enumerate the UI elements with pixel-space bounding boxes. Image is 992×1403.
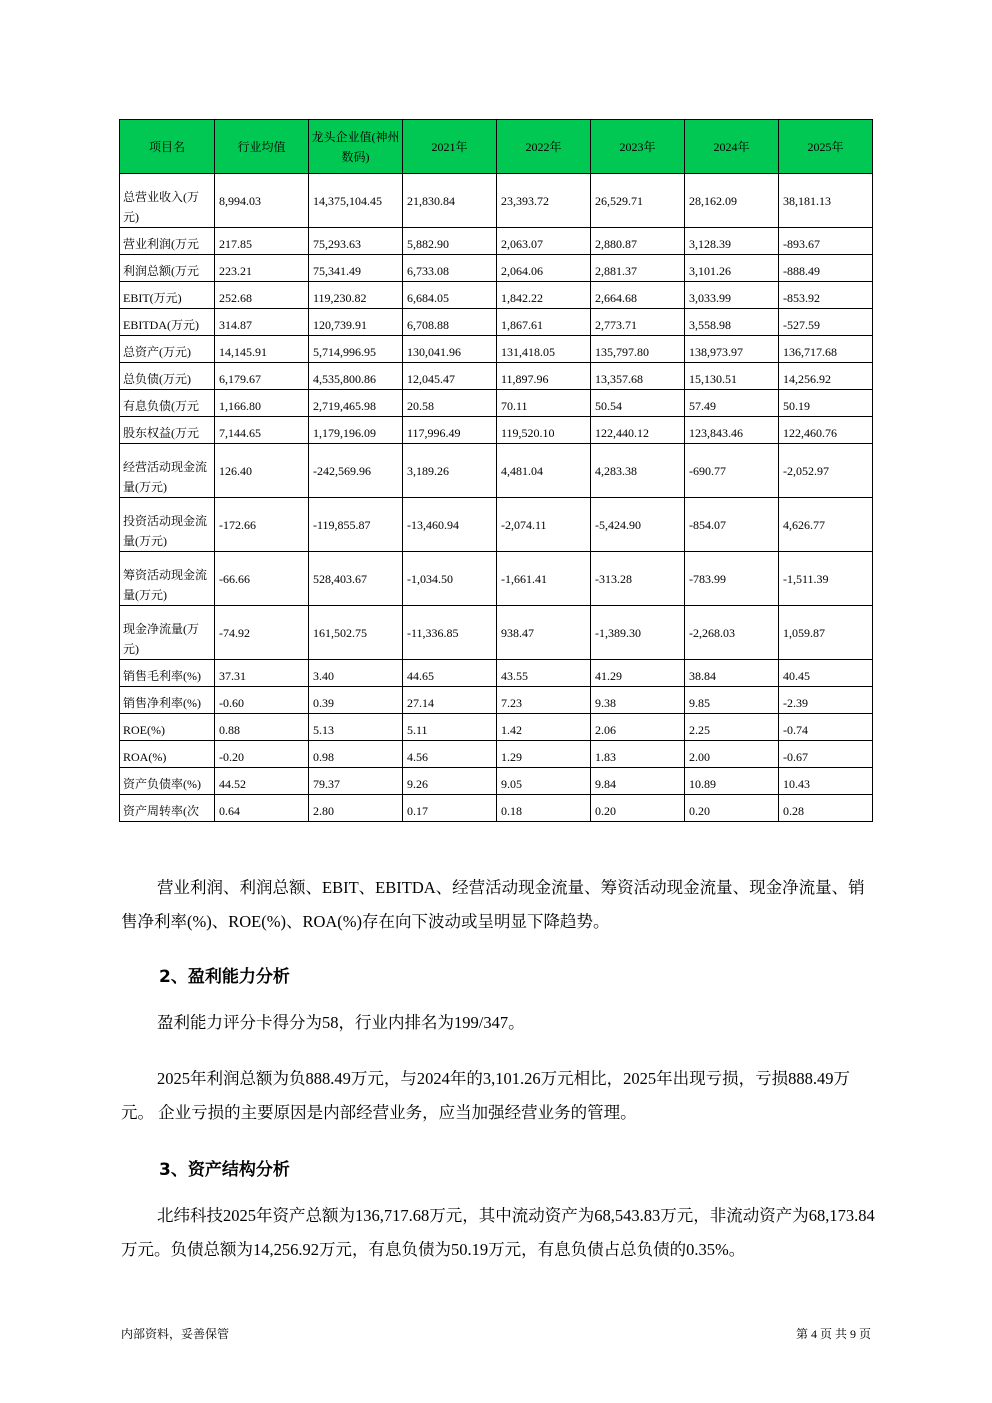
table-cell: 75,293.63 [309,228,403,255]
table-cell: 3,101.26 [685,255,779,282]
table-cell: 6,179.67 [215,363,309,390]
table-cell: -1,661.41 [497,552,591,606]
table-cell: -2,268.03 [685,606,779,660]
table-cell: 3,189.26 [403,444,497,498]
table-cell: 2,773.71 [591,309,685,336]
table-row [120,174,873,228]
trend-paragraph [121,871,877,939]
table-cell: 37.31 [215,660,309,687]
table-cell: 26,529.71 [591,174,685,228]
table-cell: 10.89 [685,768,779,795]
table-cell: 41.29 [591,660,685,687]
table-cell: 11,897.96 [497,363,591,390]
table-cell: 2,063.07 [497,228,591,255]
table-cell: 119,230.82 [309,282,403,309]
table-cell: 57.49 [685,390,779,417]
table-row [120,498,873,552]
table-cell: 0.39 [309,687,403,714]
table-cell: -0.20 [215,741,309,768]
table-cell: 528,403.67 [309,552,403,606]
row-label: 资产周转率(次 [120,795,215,822]
table-cell: -0.74 [779,714,873,741]
table-cell: 1.29 [497,741,591,768]
table-row [120,309,873,336]
table-cell: 0.64 [215,795,309,822]
table-cell: 252.68 [215,282,309,309]
table-cell: -783.99 [685,552,779,606]
table-cell: -2,074.11 [497,498,591,552]
table-cell: -13,460.94 [403,498,497,552]
footer-page-number: 第 4 页 共 9 页 [795,1327,871,1341]
table-cell: 6,708.88 [403,309,497,336]
table-row [120,741,873,768]
table-cell: 2,880.87 [591,228,685,255]
table-cell: 126.40 [215,444,309,498]
table-cell: 5,882.90 [403,228,497,255]
table-cell: 75,341.49 [309,255,403,282]
table-cell: -0.67 [779,741,873,768]
table-cell: 0.28 [779,795,873,822]
row-label: 有息负债(万元 [120,390,215,417]
profit-text: 2025年利润总额为负888.49万元，与2024年的3,101.26万元相比，2025年出现亏损，亏损888.49万元。 企业亏损的主要原因是内部经营业务，应当加强经营业务的管理。 [121,1069,850,1122]
row-label: 销售净利率(%) [120,687,215,714]
table-cell: 1,059.87 [779,606,873,660]
table-cell: 28,162.09 [685,174,779,228]
table-cell: 122,440.12 [591,417,685,444]
table-cell: 43.55 [497,660,591,687]
header-cell: 2021年 [403,120,497,174]
table-cell: 2.06 [591,714,685,741]
table-cell: 4.56 [403,741,497,768]
table-cell: 119,520.10 [497,417,591,444]
row-label: EBIT(万元) [120,282,215,309]
table-cell: 6,733.08 [403,255,497,282]
row-label: 总负债(万元) [120,363,215,390]
table-cell: 2.80 [309,795,403,822]
table-cell: 7.23 [497,687,591,714]
row-label: 总营业收入(万元) [120,174,215,228]
table-cell: 2,881.37 [591,255,685,282]
table-cell: 50.54 [591,390,685,417]
table-cell: -690.77 [685,444,779,498]
table-cell: 50.19 [779,390,873,417]
table-cell: 314.87 [215,309,309,336]
table-cell: 1,867.61 [497,309,591,336]
table-cell: 0.18 [497,795,591,822]
table-cell: 0.88 [215,714,309,741]
header-cell: 行业均值 [215,120,309,174]
table-row [120,714,873,741]
table-cell: -1,034.50 [403,552,497,606]
table-cell: 938.47 [497,606,591,660]
table-row [120,444,873,498]
table-cell: 5.11 [403,714,497,741]
table-cell: 1.42 [497,714,591,741]
table-body [120,174,873,822]
table-row [120,282,873,309]
score-text: 盈利能力评分卡得分为58，行业内排名为199/347。 [157,1013,525,1032]
table-row [120,687,873,714]
table-row [120,363,873,390]
asset-structure-heading: 3、资产结构分析 [159,1160,290,1180]
table-cell: 12,045.47 [403,363,497,390]
trend-text: 营业利润、利润总额、EBIT、EBITDA、经营活动现金流量、筹资活动现金流量、现金净流量、销售净利率(%)、ROE(%)、ROA(%)存在向下波动或呈明显下降趋势。 [121,878,865,931]
table-cell: 123,843.46 [685,417,779,444]
table-cell: 4,481.04 [497,444,591,498]
table-cell: 9.26 [403,768,497,795]
table-cell: 21,830.84 [403,174,497,228]
financial-table [119,119,873,822]
profit-paragraph [121,1062,877,1130]
table-cell: 122,460.76 [779,417,873,444]
assets-text: 北纬科技2025年资产总额为136,717.68万元，其中流动资产为68,543.83万元，非流动资产为68,173.84万元。负债总额为14,256.92万元，有息负债为50.19万元，有息负债占总负债的0.35%。 [121,1206,875,1259]
table-cell: 9.05 [497,768,591,795]
row-label: 股东权益(万元 [120,417,215,444]
header-cell: 龙头企业值(神州数码) [309,120,403,174]
table-cell: 7,144.65 [215,417,309,444]
table-cell: 8,994.03 [215,174,309,228]
table-cell: 131,418.05 [497,336,591,363]
table-row [120,606,873,660]
table-row [120,795,873,822]
table-cell: 217.85 [215,228,309,255]
table-cell: -11,336.85 [403,606,497,660]
table-cell: 136,717.68 [779,336,873,363]
table-cell: 4,283.38 [591,444,685,498]
table-cell: 1.83 [591,741,685,768]
table-cell: -854.07 [685,498,779,552]
table-cell: 2.25 [685,714,779,741]
row-label: EBITDA(万元) [120,309,215,336]
row-label: 现金净流量(万元) [120,606,215,660]
table-row [120,552,873,606]
table-cell: -888.49 [779,255,873,282]
table-header-row [120,120,873,174]
table-cell: 9.85 [685,687,779,714]
profit-analysis-heading: 2、盈利能力分析 [159,967,290,987]
row-label: ROA(%) [120,741,215,768]
table-cell: 27.14 [403,687,497,714]
table-row [120,336,873,363]
table-cell: 130,041.96 [403,336,497,363]
table-cell: -1,511.39 [779,552,873,606]
table-cell: 1,166.80 [215,390,309,417]
table-row [120,390,873,417]
table-cell: 3,033.99 [685,282,779,309]
table-cell: 13,357.68 [591,363,685,390]
table-cell: 20.58 [403,390,497,417]
table-cell: 120,739.91 [309,309,403,336]
table-cell: 14,375,104.45 [309,174,403,228]
header-cell: 2024年 [685,120,779,174]
footer-confidential: 内部资料，妥善保管 [121,1327,230,1341]
table-cell: 2,664.68 [591,282,685,309]
header-cell: 2023年 [591,120,685,174]
table-cell: -242,569.96 [309,444,403,498]
table-cell: 9.38 [591,687,685,714]
table-cell: 14,145.91 [215,336,309,363]
table-cell: 0.20 [591,795,685,822]
row-label: 营业利润(万元 [120,228,215,255]
table-cell: -74.92 [215,606,309,660]
table-cell: -1,389.30 [591,606,685,660]
table-row [120,228,873,255]
table-cell: 2,064.06 [497,255,591,282]
table-cell: 3.40 [309,660,403,687]
table-cell: 38,181.13 [779,174,873,228]
table-cell: 44.65 [403,660,497,687]
table-cell: 14,256.92 [779,363,873,390]
assets-paragraph [121,1199,877,1267]
table-cell: -313.28 [591,552,685,606]
table-cell: 44.52 [215,768,309,795]
table-cell: 79.37 [309,768,403,795]
table-cell: 10.43 [779,768,873,795]
table-cell: 2,719,465.98 [309,390,403,417]
table-cell: 3,558.98 [685,309,779,336]
row-label: ROE(%) [120,714,215,741]
table-row [120,660,873,687]
table-cell: 1,842.22 [497,282,591,309]
table-cell: 135,797.80 [591,336,685,363]
table-cell: 0.98 [309,741,403,768]
table-cell: 15,130.51 [685,363,779,390]
table-cell: 138,973.97 [685,336,779,363]
table-cell: 5.13 [309,714,403,741]
table-cell: 4,626.77 [779,498,873,552]
score-paragraph [121,1006,877,1040]
table-cell: -66.66 [215,552,309,606]
table-cell: -0.60 [215,687,309,714]
table-cell: 161,502.75 [309,606,403,660]
row-label: 筹资活动现金流量(万元) [120,552,215,606]
header-cell: 2022年 [497,120,591,174]
row-label: 经营活动现金流量(万元) [120,444,215,498]
table-cell: -893.67 [779,228,873,255]
table-cell: -853.92 [779,282,873,309]
header-cell: 项目名 [120,120,215,174]
table-cell: 0.17 [403,795,497,822]
table-cell: 223.21 [215,255,309,282]
table-cell: -527.59 [779,309,873,336]
table-cell: 40.45 [779,660,873,687]
row-label: 资产负债率(%) [120,768,215,795]
table-cell: 117,996.49 [403,417,497,444]
table-cell: -119,855.87 [309,498,403,552]
table-row [120,768,873,795]
table-cell: 0.20 [685,795,779,822]
table-cell: 2.00 [685,741,779,768]
table-cell: 9.84 [591,768,685,795]
table-cell: -172.66 [215,498,309,552]
header-cell: 2025年 [779,120,873,174]
table-cell: 23,393.72 [497,174,591,228]
table-cell: -2,052.97 [779,444,873,498]
table-cell: 1,179,196.09 [309,417,403,444]
table-row [120,255,873,282]
row-label: 利润总额(万元 [120,255,215,282]
table-row [120,417,873,444]
row-label: 总资产(万元) [120,336,215,363]
table-cell: 6,684.05 [403,282,497,309]
table-cell: 4,535,800.86 [309,363,403,390]
table-cell: 5,714,996.95 [309,336,403,363]
table-cell: -2.39 [779,687,873,714]
row-label: 销售毛利率(%) [120,660,215,687]
table-cell: 38.84 [685,660,779,687]
row-label: 投资活动现金流量(万元) [120,498,215,552]
table-cell: 70.11 [497,390,591,417]
table-cell: 3,128.39 [685,228,779,255]
table-cell: -5,424.90 [591,498,685,552]
